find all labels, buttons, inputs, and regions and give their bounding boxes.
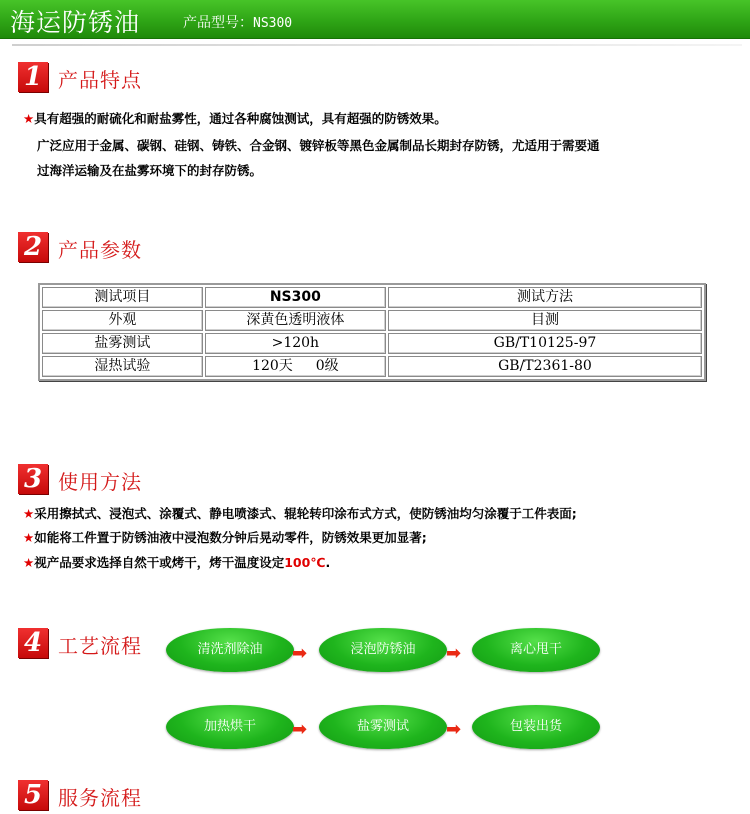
feature-line-3: 过海洋运输及在盐雾环境下的封存防锈。 bbox=[37, 163, 263, 178]
page-title: 海运防锈油 bbox=[10, 8, 141, 37]
table-cell: 盐雾测试 bbox=[42, 333, 203, 354]
star-icon: ★ bbox=[23, 530, 35, 545]
process-step-1: 清洗剂除油 bbox=[166, 628, 294, 672]
section-title: 产品参数 bbox=[58, 238, 142, 262]
star-icon: ★ bbox=[23, 506, 35, 521]
section-title: 服务流程 bbox=[58, 786, 142, 810]
table-cell: GB/T10125-97 bbox=[388, 333, 702, 354]
arrow-right-icon: ➡ bbox=[292, 719, 308, 740]
arrow-right-icon: ➡ bbox=[446, 719, 462, 740]
table-cell: 目测 bbox=[388, 310, 702, 331]
table-row bbox=[42, 356, 702, 377]
section-title: 使用方法 bbox=[58, 470, 142, 494]
model-value: NS300 bbox=[253, 16, 293, 31]
table-header-row bbox=[42, 287, 702, 308]
model-label: 产品型号： bbox=[183, 15, 253, 31]
arrow-right-icon: ➡ bbox=[446, 643, 462, 664]
table-row bbox=[42, 333, 702, 354]
section-title: 产品特点 bbox=[58, 68, 142, 92]
section-number-badge: 5 bbox=[18, 780, 48, 810]
table-header-cell: 测试方法 bbox=[388, 287, 702, 308]
process-step-3: 离心甩干 bbox=[472, 628, 600, 672]
section-number-badge: 3 bbox=[18, 464, 48, 494]
process-step-5: 盐雾测试 bbox=[319, 705, 447, 749]
table-header-cell: 测试项目 bbox=[42, 287, 203, 308]
table-cell: 深黄色透明液体 bbox=[205, 310, 386, 331]
arrow-right-icon: ➡ bbox=[292, 643, 308, 664]
section-number-badge: 4 bbox=[18, 628, 48, 658]
usage-line-1: ★采用擦拭式、浸泡式、涂覆式、静电喷漆式、辊轮转印涂布式方式，使防锈油均匀涂覆于工件表面; bbox=[23, 506, 577, 521]
header-divider bbox=[12, 44, 742, 46]
feature-line-1: ★具有超强的耐硫化和耐盐雾性，通过各种腐蚀测试，具有超强的防锈效果。 bbox=[23, 111, 447, 126]
table-cell: 120天 0级 bbox=[205, 356, 386, 377]
table-header-cell: NS300 bbox=[205, 287, 386, 308]
drying-temperature: 100℃ bbox=[284, 555, 326, 570]
feature-line-2: 广泛应用于金属、碳钢、硅钢、铸铁、合金钢、镀锌板等黑色金属制品长期封存防锈，尤适用于需要通 bbox=[37, 138, 600, 153]
process-step-2: 浸泡防锈油 bbox=[319, 628, 447, 672]
table-row bbox=[42, 310, 702, 331]
star-icon: ★ bbox=[23, 111, 35, 126]
process-step-6: 包装出货 bbox=[472, 705, 600, 749]
process-step-4: 加热烘干 bbox=[166, 705, 294, 749]
params-table bbox=[38, 283, 706, 381]
header-banner bbox=[0, 0, 750, 39]
section-number-badge: 2 bbox=[18, 232, 48, 262]
section-number-badge: 1 bbox=[18, 62, 48, 92]
usage-line-3: ★视产品要求选择自然干或烤干，烤干温度设定100℃. bbox=[23, 555, 331, 570]
table-cell: >120h bbox=[205, 333, 386, 354]
table-cell: 湿热试验 bbox=[42, 356, 203, 377]
section-title: 工艺流程 bbox=[58, 634, 142, 658]
table-cell: GB/T2361-80 bbox=[388, 356, 702, 377]
table-cell: 外观 bbox=[42, 310, 203, 331]
star-icon: ★ bbox=[23, 555, 35, 570]
product-model bbox=[183, 12, 292, 32]
usage-line-2: ★如能将工件置于防锈油液中浸泡数分钟后晃动零件，防锈效果更加显著; bbox=[23, 530, 427, 545]
